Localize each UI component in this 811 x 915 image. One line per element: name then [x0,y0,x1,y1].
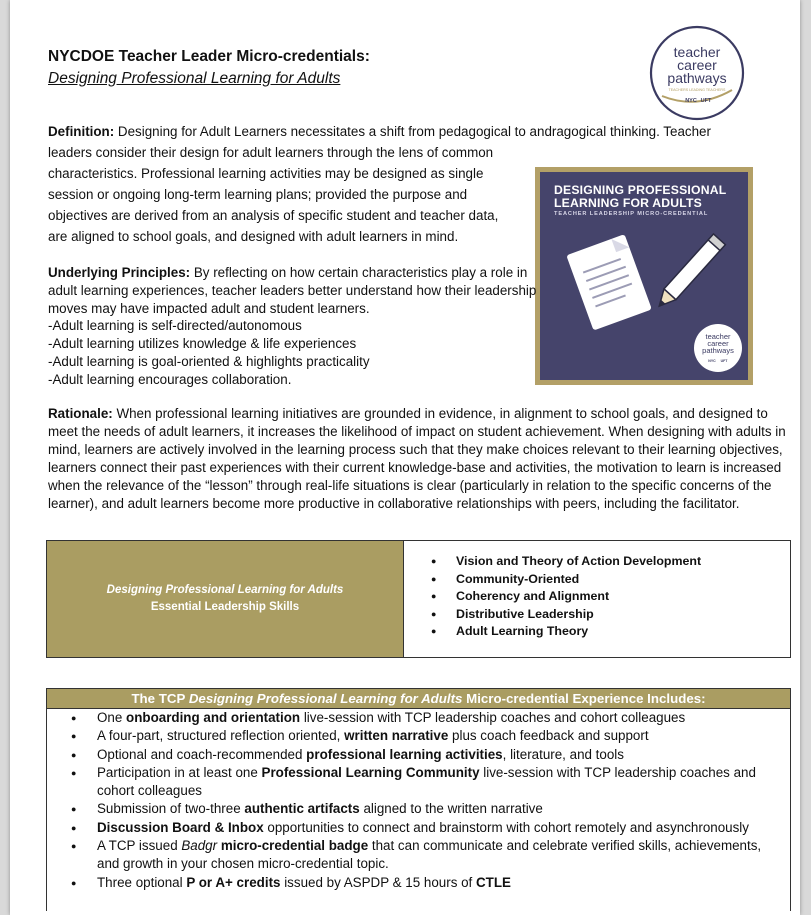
experience-header-italic: Designing Professional Learning for Adults [188,691,463,706]
principle-item: -Adult learning encourages collaboration. [48,371,292,387]
experience-item: ● One onboarding and orientation live-session with TCP leadership coaches and cohort colleagues [47,709,790,727]
logo-nyc: NYC [685,98,697,104]
principles-paragraph [48,264,538,389]
principles-label: Underlying Principles: [48,265,191,280]
experience-item: ● Optional and coach-recommended professional learning activities, literature, and tools [47,746,790,764]
skills-table-subtitle: Essential Leadership Skills [150,601,300,613]
teacher-career-pathways-logo [648,24,746,122]
experience-item: ● A TCP issued Badgr micro-credential badge that can communicate and celebrate verified skills, achievements, and growth in your chosen micro-credential topic. [47,837,790,874]
experience-item: ● A four-part, structured reflection oriented, written narrative plus coach feedback and support [47,727,790,745]
experience-table [46,688,791,911]
skills-table-title: Designing Professional Learning for Adults [106,584,344,596]
experience-item: ● Three optional P or A+ credits issued by ASPDP & 15 hours of CTLE [47,874,790,892]
skill-item: ● Coherency and Alignment [404,588,790,606]
definition-label: Definition: [48,124,115,139]
experience-header-post: Micro-credential Experience Includes: [462,691,706,706]
logo-word-pathways: pathways [667,70,727,86]
experience-list [47,709,790,892]
document-title: NYCDOE Teacher Leader Micro-credentials: [48,48,370,65]
logo-uft: UFT [700,98,712,104]
logo-word-career: career [677,57,717,73]
principles-text: By reflecting on how certain characteristics play a role in adult learning experiences, teacher leaders better understand how their leadership moves may have impacted adult and student learners. [48,265,537,316]
rationale-text: When professional learning initiatives are grounded in evidence, in alignment to school goals, and designed to meet the needs of adult learners, it increases the likelihood of impact on student achievement. When designing with adults in mind, learners are actively involved in the learning process such that they make choices relevant to their learning objectives, learners connect their past experiences with their current knowledge-base and activities, the motivation to learn is increased when the relevance of the “lesson” through real-life situations is clear (particularly in relation to the specific concerns of the learner), and adult learners become more productive in collaborative relationships with peers, including the facilitator. [48,406,786,511]
experience-item: ● Submission of two-three authentic artifacts aligned to the written narrative [47,800,790,818]
definition-text-line1: Designing for Adult Learners necessitates a shift from pedagogical to andragogical thinking. Teacher [114,124,711,139]
micro-credential-cover-image [535,167,753,385]
skill-item: ● Adult Learning Theory [404,623,790,641]
cover-title-line2: LEARNING FOR ADULTS [554,195,703,210]
cover-logo-nyc: NYC [708,359,716,363]
rationale-paragraph [48,405,788,513]
skills-list-cell [404,541,790,657]
principle-item: -Adult learning is goal-oriented & highlights practicality [48,353,370,369]
experience-header-pre: The TCP [131,691,189,706]
cover-title-line1: DESIGNING PROFESSIONAL [554,183,727,197]
cover-title [554,184,726,209]
skill-item: ● Vision and Theory of Action Development [404,553,790,571]
principle-item: -Adult learning is self-directed/autonomous [48,318,302,334]
cover-subtitle: TEACHER LEADERSHIP MICRO-CREDENTIAL [554,211,709,217]
document-page [10,0,800,915]
leadership-skills-table [46,540,791,658]
cover-logo-uft: UFT [720,359,728,363]
skills-list [404,553,790,641]
experience-header [47,689,790,709]
skill-item: ● Distributive Leadership [404,606,790,624]
document-subtitle: Designing Professional Learning for Adults [48,70,341,87]
rationale-label: Rationale: [48,406,113,421]
experience-item: ● Discussion Board & Inbox opportunities to connect and brainstorm with cohort remotely and asynchronously [47,819,790,837]
cover-logo-pathways: pathways [702,346,734,355]
skill-item: ● Community-Oriented [404,571,790,589]
skills-table-label-cell [47,541,404,657]
logo-emblem-icon [648,24,746,122]
logo-tagline: TEACHERS LEADING TEACHERS [668,88,726,92]
experience-item: ● Participation in at least one Professional Learning Community live-session with TCP leadership coaches and cohort colleagues [47,764,790,801]
principle-item: -Adult learning utilizes knowledge & life experiences [48,336,357,352]
logo-word-teacher: teacher [673,44,721,60]
cover-logo-career: career [707,339,729,348]
definition-text-rest: leaders consider their design for adult learners through the lens of common characteristics. Professional learning activities may be designed as single session or ongoing long-term learning plans; provided the purpose and objectives are derived from an analysis of specific student and teacher data, are aligned to school goals, and designed with adult learners in mind. [48,145,499,244]
cover-logo-teacher: teacher [705,332,731,341]
